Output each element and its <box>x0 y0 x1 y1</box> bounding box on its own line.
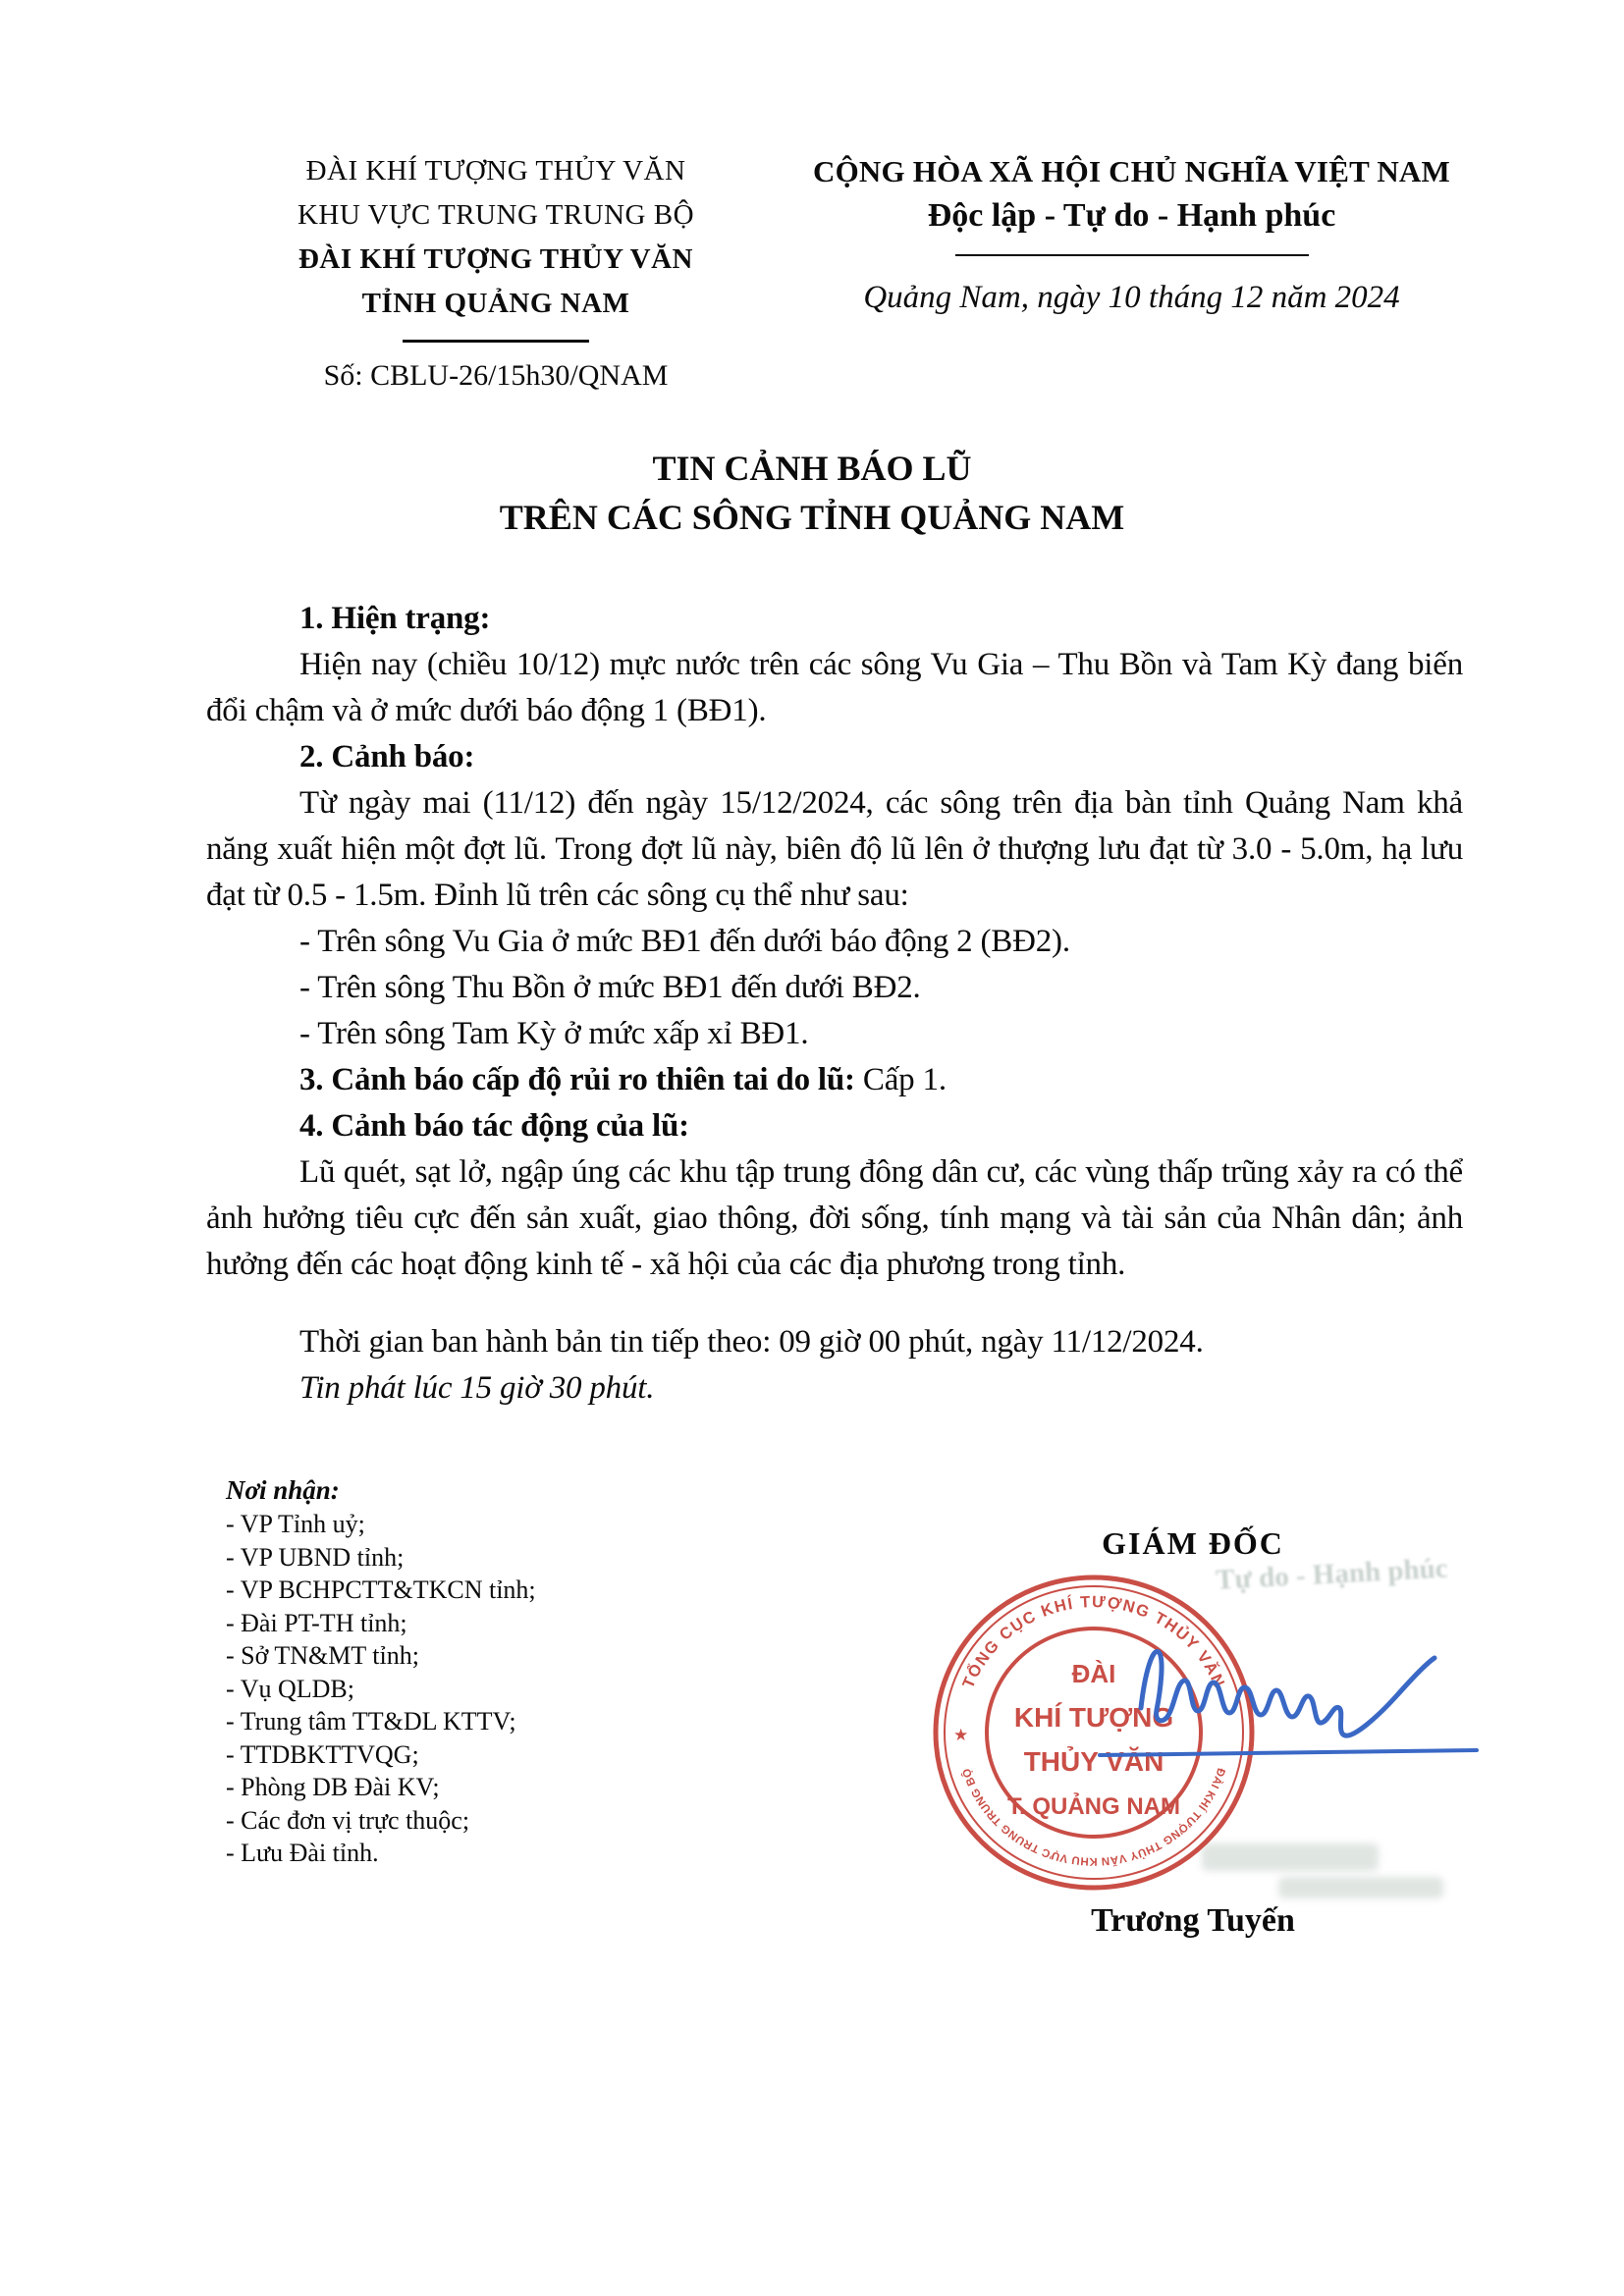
title-line-1: TIN CẢNH BÁO LŨ <box>652 449 972 488</box>
recipients-heading: Nơi nhận: <box>226 1475 340 1505</box>
national-header-block <box>776 149 1488 317</box>
recipient-item: - Các đơn vị trực thuộc; <box>226 1805 470 1835</box>
river-bullet-vu-gia: - Trên sông Vu Gia ở mức BĐ1 đến dưới báo động 2 (BĐ2). <box>299 924 1070 959</box>
recipient-item: - Sở TN&MT tỉnh; <box>226 1641 419 1670</box>
stamp-ring-text-bottom: ĐÀI KHÍ TƯỢNG THỦY VĂN KHU VỰC TRUNG TRUNG BỘ <box>960 1766 1227 1867</box>
document-number: Số: CBLU-26/15h30/QNAM <box>323 359 669 392</box>
place-dateline: Quảng Nam, ngày 10 tháng 12 năm 2024 <box>863 280 1400 315</box>
section-3-value: Cấp 1. <box>854 1062 947 1097</box>
stamp-center-line-3: THỦY VĂN <box>1023 1746 1164 1777</box>
recipient-item: - TTDBKTTVQG; <box>226 1739 419 1769</box>
stamp-center-line-1: ĐÀI <box>1071 1659 1116 1688</box>
recipient-item: - Đài PT-TH tỉnh; <box>226 1608 407 1637</box>
section-4-heading: 4. Cảnh báo tác động của lũ: <box>299 1108 689 1144</box>
national-motto: Độc lập - Tự do - Hạnh phúc <box>927 197 1336 234</box>
title-line-2: TRÊN CÁC SÔNG TỈNH QUẢNG NAM <box>499 498 1125 537</box>
national-name: CỘNG HÒA XÃ HỘI CHỦ NGHĨA VIỆT NAM <box>813 154 1450 188</box>
recipient-item: - Lưu Đài tỉnh. <box>226 1839 379 1867</box>
section-3-heading: 3. Cảnh báo cấp độ rủi ro thiên tai do lũ: <box>299 1062 855 1097</box>
signature-underline <box>1100 1750 1477 1755</box>
org-header-block <box>206 149 785 396</box>
org-name-line-1: ĐÀI KHÍ TƯỢNG THỦY VĂN <box>305 155 686 187</box>
org-name-line-2: KHU VỰC TRUNG TRUNG BỘ <box>297 199 695 231</box>
section-3-line <box>206 1057 1463 1103</box>
signer-name: Trương Tuyến <box>1091 1902 1295 1939</box>
org-divider-rule <box>403 340 589 343</box>
director-title: GIÁM ĐỐC <box>1102 1525 1284 1561</box>
stamp-star-icon: ★ <box>953 1726 969 1744</box>
recipient-item: - Trung tâm TT&DL KTTV; <box>226 1707 516 1735</box>
org-name-line-4: TỈNH QUẢNG NAM <box>361 288 630 319</box>
recipient-item: - Phòng DB Đài KV; <box>226 1773 440 1801</box>
section-2-heading: 2. Cảnh báo: <box>299 739 475 774</box>
org-name-line-3: ĐÀI KHÍ TƯỢNG THỦY VĂN <box>298 243 694 275</box>
stamp-center-line-2: KHÍ TƯỢNG <box>1013 1702 1174 1733</box>
recipient-item: - Vụ QLDB; <box>226 1674 354 1703</box>
signature-ink <box>1080 1631 1492 1774</box>
section-1-text: Hiện nay (chiều 10/12) mực nước trên các sông Vu Gia – Thu Bồn và Tam Kỳ đang biến đổi chậm và ở mức dưới báo động 1 (BĐ1). <box>206 647 1463 728</box>
recipient-item: - VP BCHPCTT&TKCN tỉnh; <box>226 1575 536 1604</box>
bleed-through-text: Tự do - Hạnh phúc <box>1215 1552 1449 1596</box>
section-1-heading: 1. Hiện trạng: <box>299 601 491 636</box>
document-title <box>0 444 1624 542</box>
signature-scribble <box>1080 1631 1492 1774</box>
stamp-ring-text-top: TỔNG CỤC KHÍ TƯỢNG THỦY VĂN <box>959 1593 1228 1691</box>
river-bullet-tam-ky: - Trên sông Tam Kỳ ở mức xấp xỉ BĐ1. <box>299 1016 809 1051</box>
recipient-item: - VP Tỉnh uỷ; <box>226 1510 365 1538</box>
section-2-text: Từ ngày mai (11/12) đến ngày 15/12/2024, các sông trên địa bàn tỉnh Quảng Nam khả năng xuất hiện một đợt lũ. Trong đợt lũ này, biên độ lũ lên ở thượng lưu đạt từ 3.0 - 5.0m, hạ lưu đạt từ 0.5 - 1.5m. Đỉnh lũ trên các sông cụ thể như sau: <box>206 785 1463 913</box>
document-body <box>206 596 1463 1412</box>
river-bullet-thu-bon: - Trên sông Thu Bồn ở mức BĐ1 đến dưới BĐ2. <box>299 970 921 1005</box>
motto-divider-rule <box>955 254 1309 256</box>
bleed-through-mark <box>1278 1877 1443 1898</box>
section-4-text: Lũ quét, sạt lở, ngập úng các khu tập trung đông dân cư, các vùng thấp trũng xảy ra có thể ảnh hưởng tiêu cực đến sản xuất, giao thông, đời sống, tính mạng và tài sản của Nhân dân; ảnh hưởng đến các hoạt động kinh tế - xã hội của các địa phương trong tỉnh. <box>206 1154 1463 1282</box>
issue-time: Tin phát lúc 15 giờ 30 phút. <box>299 1370 655 1406</box>
stamp-center-line-4: T. QUẢNG NAM <box>1007 1793 1180 1820</box>
recipients-block <box>226 1472 687 1870</box>
signature-stroke <box>1141 1651 1435 1735</box>
recipient-item: - VP UBND tỉnh; <box>226 1542 405 1572</box>
next-bulletin-time: Thời gian ban hành bản tin tiếp theo: 09 giờ 00 phút, ngày 11/12/2024. <box>299 1324 1204 1360</box>
